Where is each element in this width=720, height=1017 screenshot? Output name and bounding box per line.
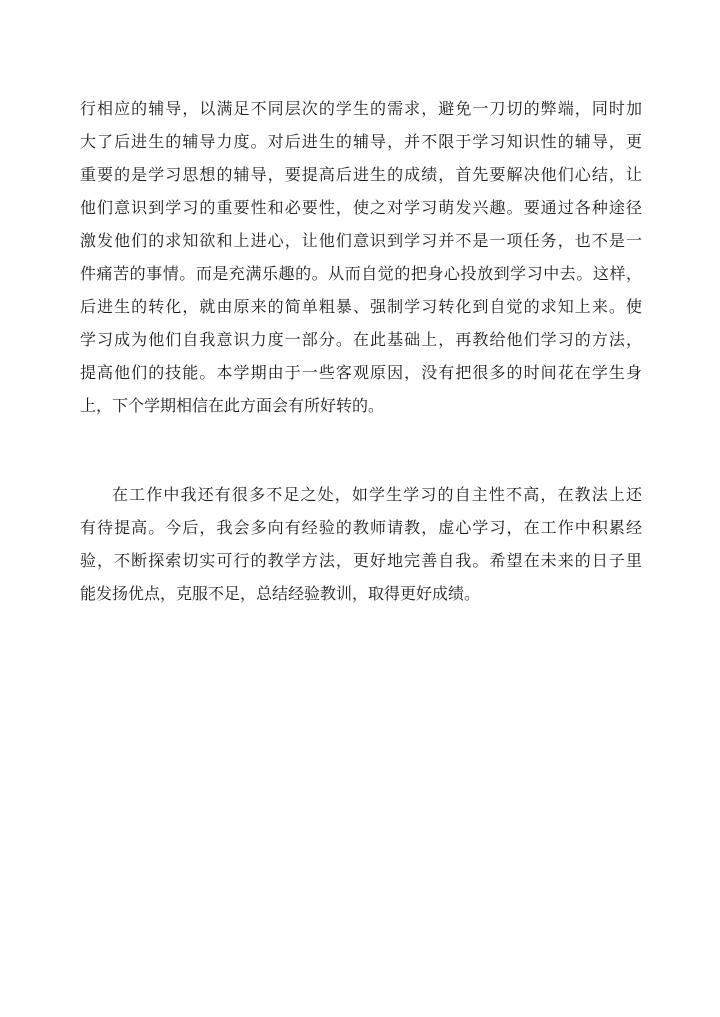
paragraph-1-line: 重要的是学习思想的辅导，要提高后进生的成绩，首先要解决他们心结，让 xyxy=(80,165,642,184)
paragraph-1-line: 大了后进生的辅导力度。对后进生的辅导，并不限于学习知识性的辅导，更 xyxy=(80,132,642,151)
paragraph-1-line: 学习成为他们自我意识力度一部分。在此基础上，再教给他们学习的方法， xyxy=(80,330,642,349)
paragraph-1-line: 后进生的转化，就由原来的简单粗暴、强制学习转化到自觉的求知上来。使 xyxy=(80,297,642,316)
paragraph-1-line: 激发他们的求知欲和上进心，让他们意识到学习并不是一项任务，也不是一 xyxy=(80,231,642,250)
paragraph-1-line: 件痛苦的事情。而是充满乐趣的。从而自觉的把身心投放到学习中去。这样， xyxy=(80,264,642,283)
paragraph-1-line: 行相应的辅导，以满足不同层次的学生的需求，避免一刀切的弊端，同时加 xyxy=(80,99,642,118)
paragraph-2-line: 验，不断探索切实可行的教学方法，更好地完善自我。希望在未来的日子里 xyxy=(80,551,642,570)
paragraph-2-line: 能发扬优点，克服不足，总结经验教训，取得更好成绩。 xyxy=(80,584,481,603)
paragraph-2-line: 在工作中我还有很多不足之处，如学生学习的自主性不高，在教法上还 xyxy=(112,485,642,504)
paragraph-1-line: 提高他们的技能。本学期由于一些客观原因，没有把很多的时间花在学生身 xyxy=(80,363,642,382)
paragraph-1 xyxy=(80,92,642,422)
paragraph-2 xyxy=(80,478,642,610)
paragraph-2-line: 有待提高。今后，我会多向有经验的教师请教，虚心学习，在工作中积累经 xyxy=(80,518,642,537)
paragraph-1-line: 他们意识到学习的重要性和必要性，使之对学习萌发兴趣。要通过各种途径 xyxy=(80,198,642,217)
paragraph-1-line: 上，下个学期相信在此方面会有所好转的。 xyxy=(80,396,385,415)
